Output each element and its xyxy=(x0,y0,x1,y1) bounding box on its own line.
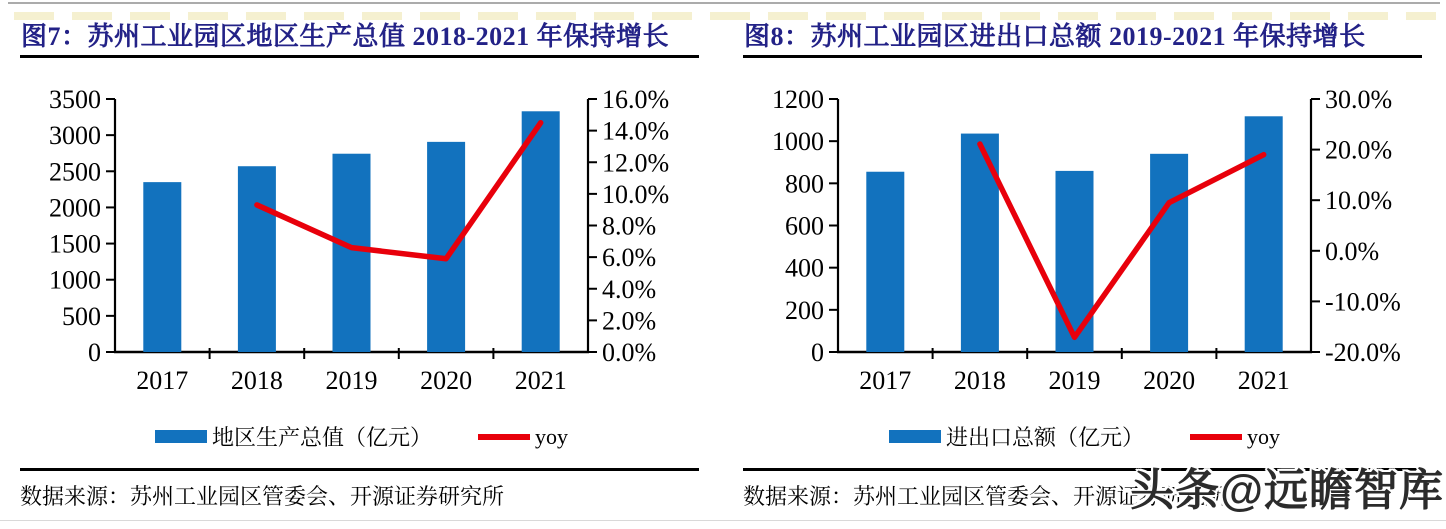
svg-text:4.0%: 4.0% xyxy=(602,274,657,304)
svg-text:0.0%: 0.0% xyxy=(1325,236,1380,266)
svg-text:1000: 1000 xyxy=(49,265,101,295)
svg-text:2000: 2000 xyxy=(49,193,101,223)
svg-text:200: 200 xyxy=(785,295,824,325)
svg-text:30.0%: 30.0% xyxy=(1325,85,1393,114)
figure-8-panel xyxy=(723,0,1446,529)
bars xyxy=(866,116,1282,352)
legend-bar-label: 进出口总额（亿元） xyxy=(945,425,1144,450)
svg-text:14.0%: 14.0% xyxy=(602,116,670,146)
svg-text:0: 0 xyxy=(88,338,101,367)
title-divider xyxy=(743,55,1422,58)
legend-line-label: yoy xyxy=(535,423,568,449)
chart-legend xyxy=(723,421,1446,452)
svg-text:2018: 2018 xyxy=(230,366,283,395)
svg-text:2017: 2017 xyxy=(859,366,912,395)
legend-item-line xyxy=(478,424,568,450)
x-axis xyxy=(837,348,1312,395)
svg-text:2020: 2020 xyxy=(1143,366,1196,395)
svg-text:2.0%: 2.0% xyxy=(602,306,657,336)
svg-text:800: 800 xyxy=(785,169,824,199)
svg-text:400: 400 xyxy=(785,253,824,283)
svg-text:8.0%: 8.0% xyxy=(602,211,657,241)
svg-text:2021: 2021 xyxy=(514,366,567,395)
figure-title: 图8：苏州工业园区进出口总额 2019-2021 年保持增长 xyxy=(744,22,1366,51)
legend-bar-swatch xyxy=(155,430,207,443)
chart-legend xyxy=(0,421,723,452)
svg-text:16.0%: 16.0% xyxy=(602,85,670,114)
svg-text:2500: 2500 xyxy=(49,157,101,187)
y-axis-right xyxy=(588,85,669,367)
y-axis-left xyxy=(49,85,115,367)
svg-text:3000: 3000 xyxy=(49,121,101,151)
source-divider xyxy=(20,468,699,471)
svg-text:10.0%: 10.0% xyxy=(602,179,670,209)
title-divider xyxy=(20,55,699,58)
svg-text:12.0%: 12.0% xyxy=(602,148,670,178)
x-axis xyxy=(114,348,589,395)
bar xyxy=(522,111,560,352)
svg-text:2019: 2019 xyxy=(325,366,378,395)
svg-text:2020: 2020 xyxy=(420,366,473,395)
svg-text:0.0%: 0.0% xyxy=(602,338,657,367)
bar xyxy=(143,182,181,352)
y-axis-right xyxy=(1311,85,1401,367)
bar xyxy=(1150,154,1188,352)
svg-text:-20.0%: -20.0% xyxy=(1325,338,1401,367)
svg-text:500: 500 xyxy=(62,301,101,331)
svg-text:6.0%: 6.0% xyxy=(602,243,657,273)
bar xyxy=(866,172,904,352)
legend-bar-swatch xyxy=(889,430,941,443)
toutiao-watermark: 头条@远瞻智库 xyxy=(1130,466,1444,515)
svg-text:10.0%: 10.0% xyxy=(1325,186,1393,216)
legend-item-bar xyxy=(155,421,432,452)
legend-line-swatch xyxy=(1190,434,1242,440)
gdp-bar-line-chart xyxy=(0,69,723,401)
legend-line-swatch xyxy=(478,434,530,440)
data-source-text: 数据来源：苏州工业园区管委会、开源证券研究所 xyxy=(743,484,1228,509)
svg-text:20.0%: 20.0% xyxy=(1325,135,1393,165)
yoy-line xyxy=(257,123,541,259)
import-export-bar-line-chart xyxy=(723,69,1446,401)
svg-text:2017: 2017 xyxy=(136,366,189,395)
svg-text:2021: 2021 xyxy=(1237,366,1290,395)
svg-text:2018: 2018 xyxy=(953,366,1006,395)
bar xyxy=(1056,171,1094,352)
svg-text:-10.0%: -10.0% xyxy=(1325,287,1401,317)
bar xyxy=(333,154,371,352)
svg-text:1000: 1000 xyxy=(772,127,824,157)
figure-title: 图7：苏州工业园区地区生产总值 2018-2021 年保持增长 xyxy=(21,22,670,51)
legend-bar-label: 地区生产总值（亿元） xyxy=(211,425,432,450)
svg-text:1200: 1200 xyxy=(772,85,824,114)
legend-line-label: yoy xyxy=(1247,423,1280,449)
svg-text:0: 0 xyxy=(811,338,824,367)
svg-text:3500: 3500 xyxy=(49,85,101,114)
bar xyxy=(1245,116,1283,352)
y-axis-left xyxy=(772,85,838,367)
bottom-divider xyxy=(0,520,1446,521)
svg-text:600: 600 xyxy=(785,211,824,241)
legend-item-line xyxy=(1190,424,1280,450)
svg-text:2019: 2019 xyxy=(1048,366,1101,395)
svg-text:1500: 1500 xyxy=(49,229,101,259)
bar xyxy=(427,142,465,352)
data-source-text: 数据来源：苏州工业园区管委会、开源证券研究所 xyxy=(20,484,505,509)
legend-item-bar xyxy=(889,421,1144,452)
bar xyxy=(238,166,276,352)
bars xyxy=(143,111,559,352)
yoy-line xyxy=(980,144,1264,337)
